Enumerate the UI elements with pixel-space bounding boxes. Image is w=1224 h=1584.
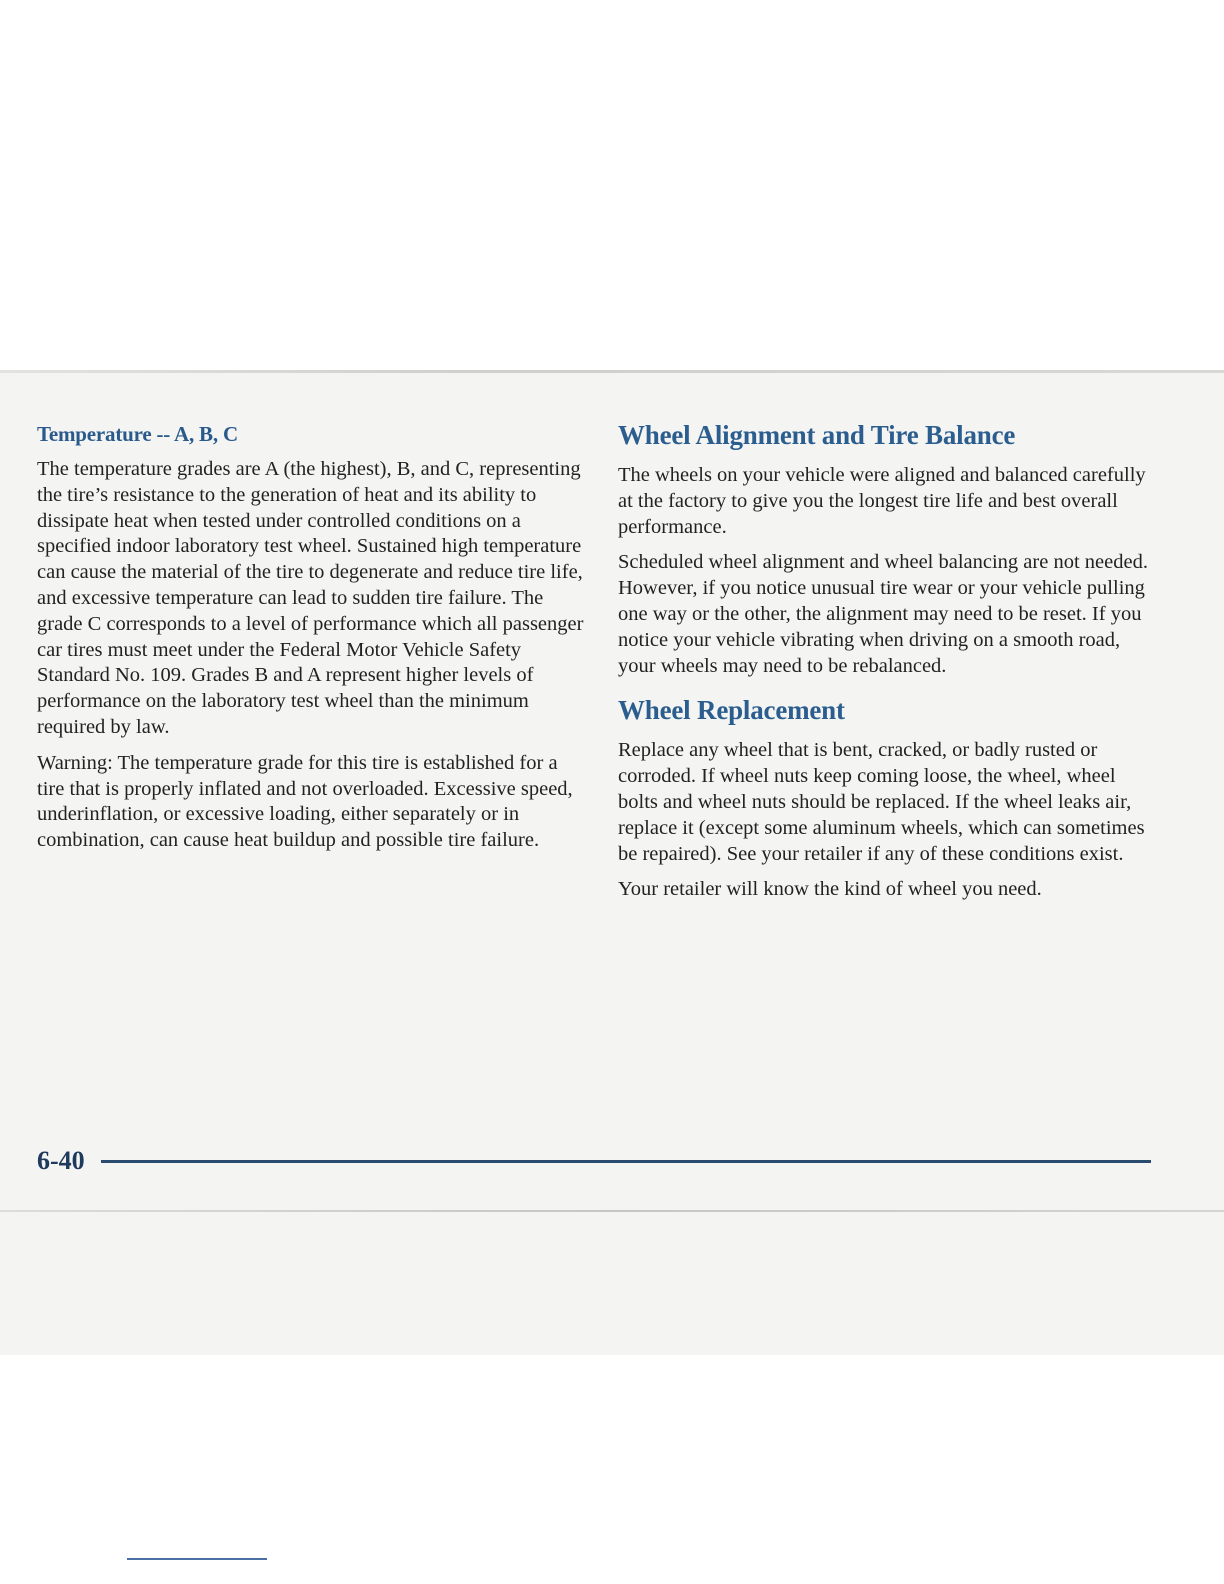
- temperature-grades-paragraph: The temperature grades are A (the highest), B, and C, representing the tire’s resistance to the generation of heat and its ability to dissipate heat when tested under controlled conditions on a specified indoor laboratory test wheel. Sustained high temperature can cause the material of the tire to degenerate and reduce tire life, and excessive temperature can lead to sudden tire failure. The grade C corresponds to a level of performance which all passenger car tires must meet under the Federal Motor Vehicle Safety Standard No. 109. Grades B and A represent higher levels of performance on the laboratory test wheel than the minimum required by law.: [37, 458, 584, 738]
- page-number: 6-40: [37, 1146, 85, 1175]
- right-column: [618, 420, 1158, 913]
- page-footer: [37, 1146, 1151, 1180]
- replacement-retailer-paragraph: Your retailer will know the kind of wheel you need.: [618, 878, 1042, 901]
- alignment-factory-paragraph: The wheels on your vehicle were aligned and balanced carefully at the factory to give you the longest tire life and best overall performance.: [618, 464, 1146, 538]
- scan-artifact-line: [127, 1558, 267, 1560]
- replacement-conditions-paragraph: Replace any wheel that is bent, cracked, or badly rusted or corroded. If wheel nuts keep coming loose, the wheel, wheel bolts and wheel nuts should be replaced. If the wheel leaks air, replace it (except some aluminum wheels, which can sometimes be repaired). See your retailer if any of these conditions exist.: [618, 739, 1145, 865]
- footer-rule: [101, 1160, 1151, 1163]
- temperature-warning-paragraph: Warning: The temperature grade for this tire is established for a tire that is properly inflated and not overloaded. Excessive speed, underinflation, or excessive loading, either separately or in combination, can cause heat buildup and possible tire failure.: [37, 751, 573, 852]
- wheel-alignment-heading: Wheel Alignment and Tire Balance: [618, 420, 1016, 450]
- page-top-edge: [0, 370, 1224, 373]
- page-bottom-edge: [0, 1210, 1224, 1212]
- alignment-scheduled-paragraph: Scheduled wheel alignment and wheel balancing are not needed. However, if you notice unusual tire wear or your vehicle pulling one way or the other, the alignment may need to be reset. If you notice your vehicle vibrating when driving on a smooth road, your wheels may need to be rebalanced.: [618, 551, 1148, 677]
- left-column: [37, 420, 587, 864]
- temperature-subheading: Temperature -- A, B, C: [37, 422, 238, 446]
- wheel-replacement-heading: Wheel Replacement: [618, 695, 845, 726]
